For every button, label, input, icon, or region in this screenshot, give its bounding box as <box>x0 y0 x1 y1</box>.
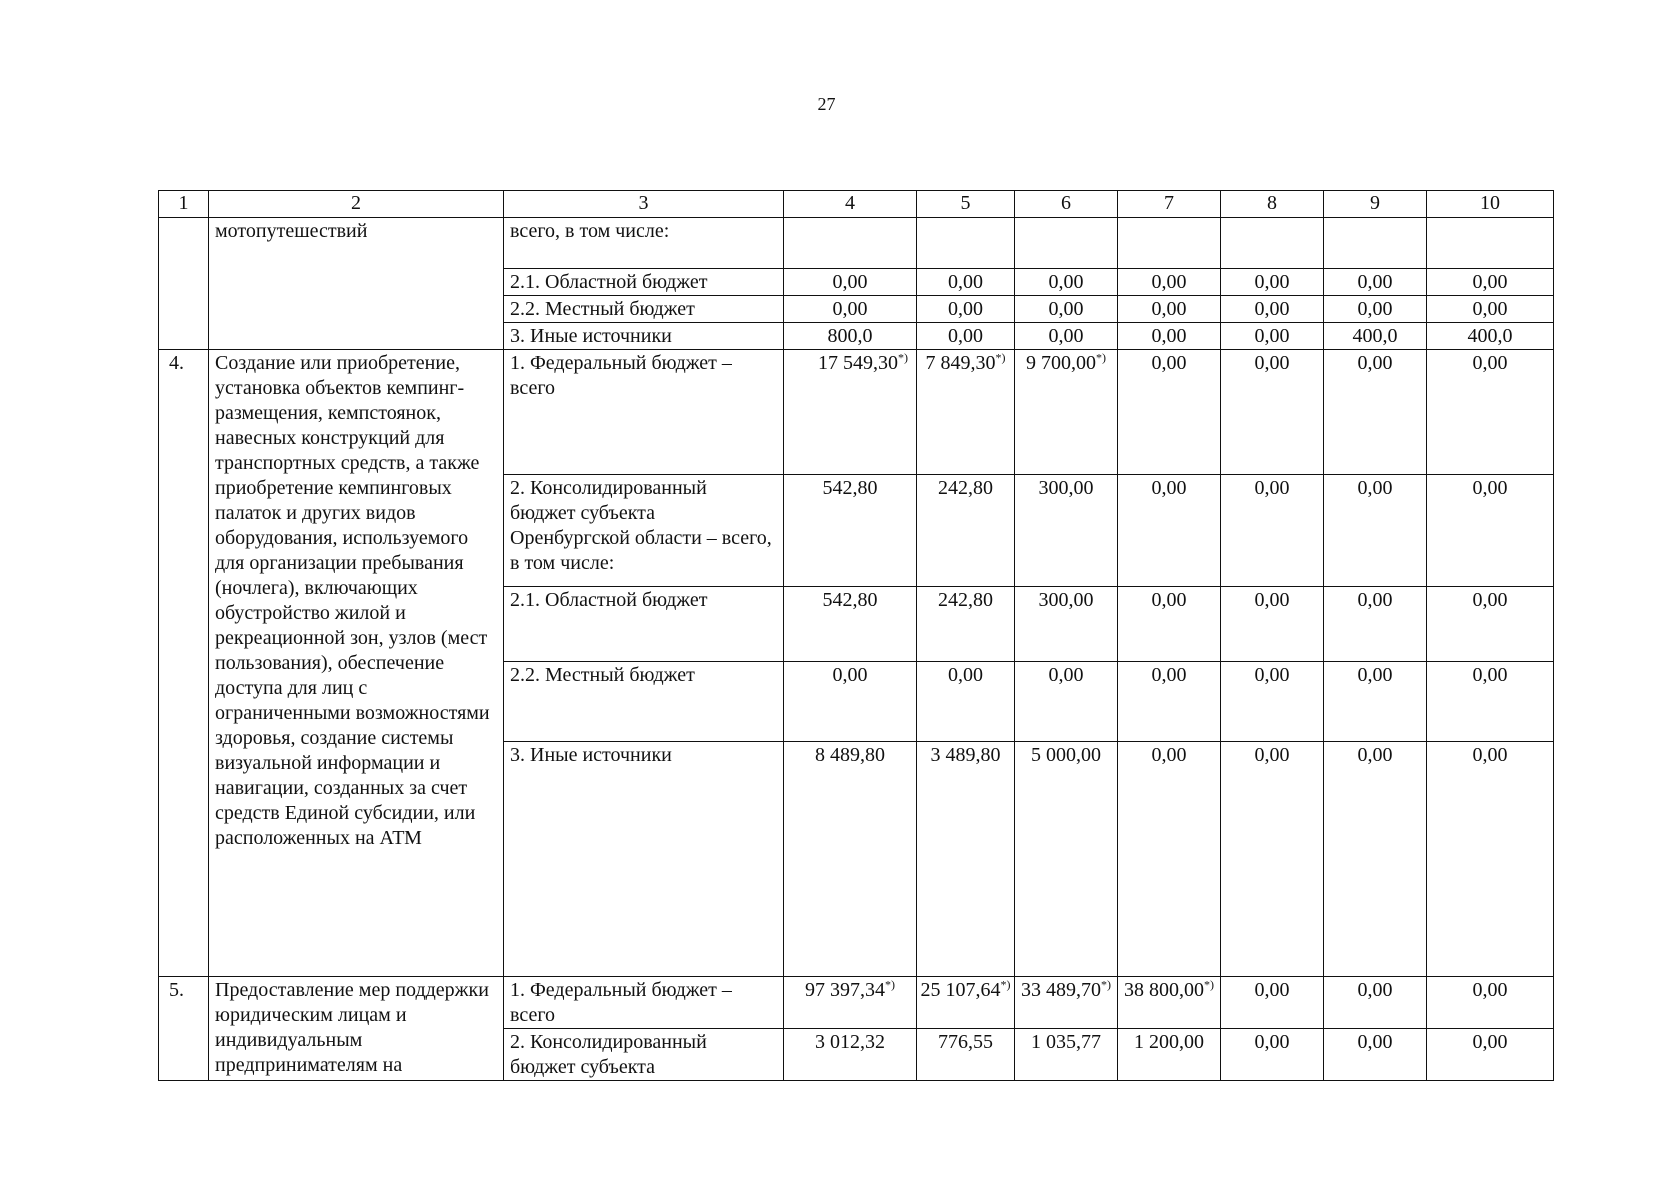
value-cell: 0,00 <box>1221 587 1324 662</box>
value-cell: 0,00 <box>784 662 917 742</box>
value-cell: 0,00 <box>917 662 1015 742</box>
value-cell: 0,00 <box>1221 977 1324 1029</box>
table-row <box>159 218 1554 269</box>
table-row <box>159 977 1554 1029</box>
value-cell: 0,00 <box>1427 269 1554 296</box>
value-cell: 0,00 <box>1324 269 1427 296</box>
value-cell: 542,80 <box>784 587 917 662</box>
value-cell: 38 800,00*) <box>1118 977 1221 1029</box>
value-cell: 0,00 <box>1427 296 1554 323</box>
value-cell: 0,00 <box>1427 662 1554 742</box>
value-cell: 0,00 <box>1118 587 1221 662</box>
value-cell: 0,00 <box>1221 296 1324 323</box>
value-cell: 0,00 <box>1118 296 1221 323</box>
value-cell: 0,00 <box>1427 742 1554 977</box>
header-cell: 10 <box>1427 191 1554 218</box>
funding-source: 2.2. Местный бюджет <box>504 662 784 742</box>
value-cell: 0,00 <box>1118 475 1221 587</box>
value-cell: 0,00 <box>1427 977 1554 1029</box>
value-cell: 0,00 <box>1427 350 1554 475</box>
value-cell: 7 849,30*) <box>917 350 1015 475</box>
funding-source: 1. Федеральный бюджет – всего <box>504 350 784 475</box>
value-cell: 33 489,70*) <box>1015 977 1118 1029</box>
value-cell: 0,00 <box>1221 323 1324 350</box>
value-cell: 0,00 <box>1221 475 1324 587</box>
value-cell: 9 700,00*) <box>1015 350 1118 475</box>
funding-source: 1. Федеральный бюджет – всего <box>504 977 784 1029</box>
value-cell: 0,00 <box>1324 742 1427 977</box>
value-cell: 0,00 <box>784 296 917 323</box>
item-number: 4. <box>159 350 209 977</box>
value-cell: 0,00 <box>917 323 1015 350</box>
value-cell: 0,00 <box>1324 977 1427 1029</box>
value-cell: 0,00 <box>1015 296 1118 323</box>
value-cell: 400,0 <box>1324 323 1427 350</box>
footnote-mark: *) <box>1204 977 1214 992</box>
value-cell: 400,0 <box>1427 323 1554 350</box>
value-cell: 776,55 <box>917 1029 1015 1081</box>
value-cell: 97 397,34*) <box>784 977 917 1029</box>
value-cell: 0,00 <box>1324 475 1427 587</box>
item-description: мотопутешествий <box>209 218 504 350</box>
item-number: 5. <box>159 977 209 1081</box>
value-cell: 300,00 <box>1015 587 1118 662</box>
header-cell: 5 <box>917 191 1015 218</box>
header-cell: 8 <box>1221 191 1324 218</box>
funding-source: 2.1. Областной бюджет <box>504 587 784 662</box>
footnote-mark: *) <box>898 350 908 365</box>
funding-source: 2. Консолидированный бюджет субъекта Оренбургской области – всего, в том числе: <box>504 475 784 587</box>
header-cell: 1 <box>159 191 209 218</box>
value-cell: 25 107,64*) <box>917 977 1015 1029</box>
value-cell: 0,00 <box>1118 269 1221 296</box>
table-row <box>159 350 1554 475</box>
value-cell: 17 549,30*) <box>784 350 917 475</box>
item-description: Создание или приобретение, установка объектов кемпинг-размещения, кемпстоянок, навесных конструкций для транспортных средств, а также приобретение кемпинговых палаток и других видов оборудования, используемого для организации пребывания (ночлега), включающих обустройство жилой и рекреационной зон, узлов (мест пользования), обеспечение доступа для лиц с ограниченными возможностями здоровья, создание системы визуальной информации и навигации, созданных за счет средств Единой субсидии, или расположенных на АТМ <box>209 350 504 977</box>
item-description: Предоставление мер поддержки юридическим лицам и индивидуальным предпринимателям на <box>209 977 504 1081</box>
header-cell: 7 <box>1118 191 1221 218</box>
value-cell: 0,00 <box>917 296 1015 323</box>
value-cell: 5 000,00 <box>1015 742 1118 977</box>
funding-source: 2. Консолидированный бюджет субъекта <box>504 1029 784 1081</box>
value-cell: 0,00 <box>1015 269 1118 296</box>
value-cell: 0,00 <box>1324 350 1427 475</box>
page-number: 27 <box>817 94 836 114</box>
funding-source: 2.1. Областной бюджет <box>504 269 784 296</box>
value-cell: 0,00 <box>1221 350 1324 475</box>
footnote-mark: *) <box>885 977 895 992</box>
value-cell: 0,00 <box>784 269 917 296</box>
value-cell: 0,00 <box>1118 662 1221 742</box>
value-cell: 300,00 <box>1015 475 1118 587</box>
value-cell: 0,00 <box>1221 269 1324 296</box>
header-cell: 2 <box>209 191 504 218</box>
header-cell: 4 <box>784 191 917 218</box>
value-cell: 242,80 <box>917 587 1015 662</box>
value-cell: 8 489,80 <box>784 742 917 977</box>
value-cell: 0,00 <box>1324 296 1427 323</box>
value-cell: 0,00 <box>1221 1029 1324 1081</box>
value-cell: 0,00 <box>1427 475 1554 587</box>
value-cell: 0,00 <box>917 269 1015 296</box>
footnote-mark: *) <box>1000 977 1011 992</box>
value-cell: 3 012,32 <box>784 1029 917 1081</box>
funding-source: всего, в том числе: <box>504 218 784 269</box>
item-number-cell <box>159 218 209 350</box>
value-cell: 0,00 <box>1427 1029 1554 1081</box>
value-cell: 0,00 <box>1221 742 1324 977</box>
value-cell: 0,00 <box>1015 662 1118 742</box>
value-cell: 0,00 <box>1118 350 1221 475</box>
funding-source: 3. Иные источники <box>504 323 784 350</box>
header-cell: 3 <box>504 191 784 218</box>
footnote-mark: *) <box>995 350 1006 365</box>
header-cell: 9 <box>1324 191 1427 218</box>
value-cell: 1 035,77 <box>1015 1029 1118 1081</box>
header-row <box>159 191 1554 218</box>
value-cell: 800,0 <box>784 323 917 350</box>
value-cell: 3 489,80 <box>917 742 1015 977</box>
value-cell: 1 200,00 <box>1118 1029 1221 1081</box>
budget-table <box>158 190 1554 1081</box>
value-cell: 242,80 <box>917 475 1015 587</box>
footnote-mark: *) <box>1101 977 1111 992</box>
value-cell: 0,00 <box>1015 323 1118 350</box>
value-cell: 542,80 <box>784 475 917 587</box>
header-cell: 6 <box>1015 191 1118 218</box>
funding-source: 2.2. Местный бюджет <box>504 296 784 323</box>
funding-source: 3. Иные источники <box>504 742 784 977</box>
value-cell: 0,00 <box>1118 323 1221 350</box>
value-cell: 0,00 <box>1118 742 1221 977</box>
value-cell: 0,00 <box>1324 1029 1427 1081</box>
value-cell: 0,00 <box>1427 587 1554 662</box>
value-cell: 0,00 <box>1221 662 1324 742</box>
footnote-mark: *) <box>1096 350 1106 365</box>
value-cell: 0,00 <box>1324 662 1427 742</box>
value-cell: 0,00 <box>1324 587 1427 662</box>
